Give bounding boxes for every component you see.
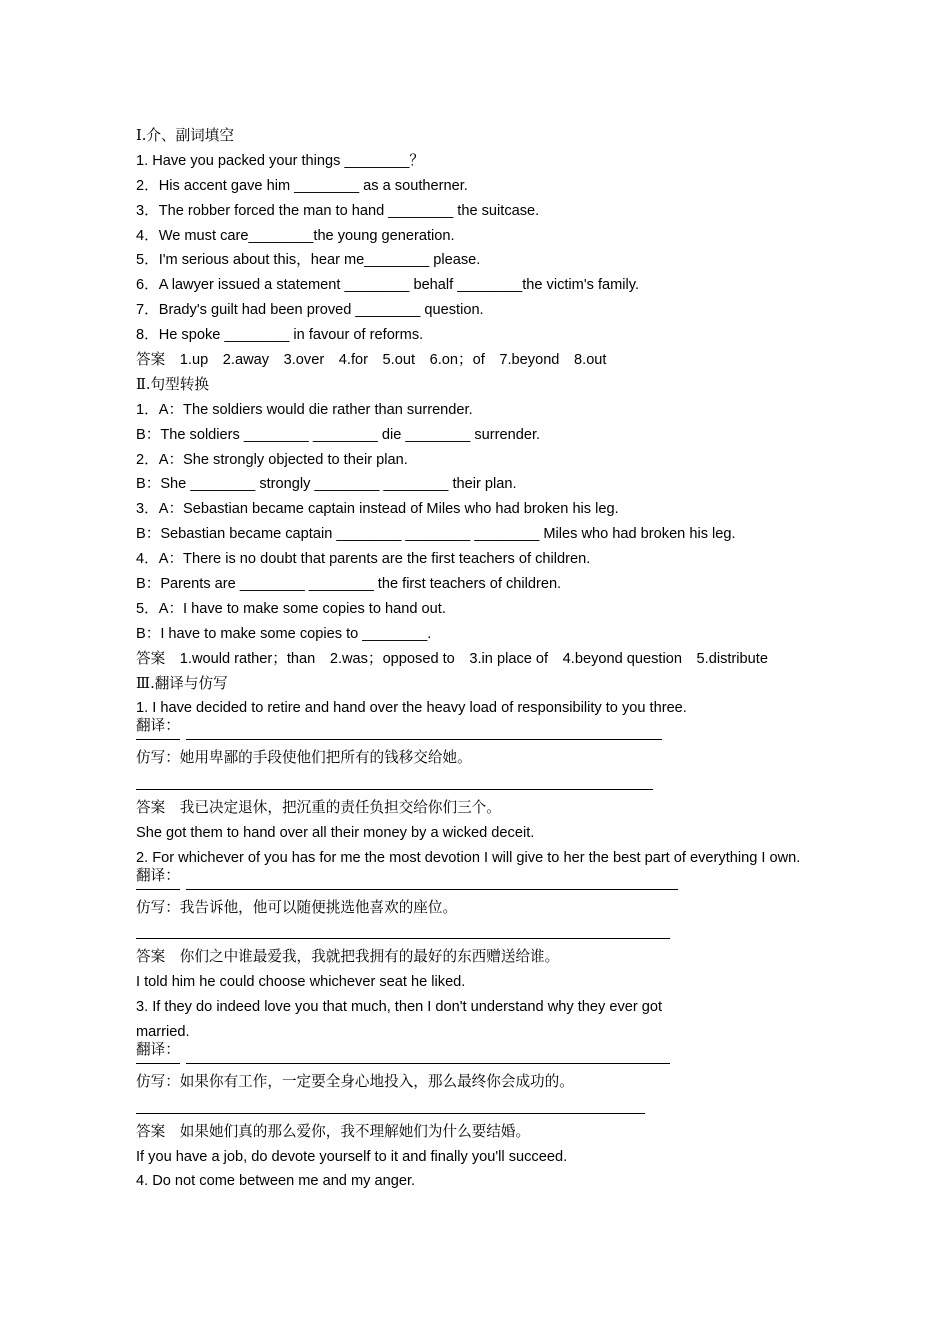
answer-underline xyxy=(136,938,670,939)
answer-line: She got them to hand over all their money by a wicked deceit. xyxy=(136,824,535,841)
translation-label: 翻译： xyxy=(136,714,180,740)
exercise-item: B：She ________ strongly ________ ________ their plan. xyxy=(136,476,517,493)
translation-blank xyxy=(136,1040,826,1070)
exercise-item: 4．A：There is no doubt that parents are the first teachers of children. xyxy=(136,551,591,568)
section-heading-1: Ⅰ.介、副词填空 xyxy=(136,127,234,144)
exercise-item: 5．I'm serious about this，hear me________ please. xyxy=(136,252,481,269)
exercise-item: 1．A：The soldiers would die rather than surrender. xyxy=(136,401,473,418)
answer-line: If you have a job, do devote yourself to it and finally you'll succeed. xyxy=(136,1148,568,1165)
exercise-item: 7．Brady's guilt had been proved ________ question. xyxy=(136,302,484,319)
exercise-item: B：The soldiers ________ ________ die ________ surrender. xyxy=(136,426,541,443)
imitation-prompt: 仿写：我告诉他，他可以随便挑选他喜欢的座位。 xyxy=(136,898,458,916)
exercise-item: 2．A：She strongly objected to their plan. xyxy=(136,451,408,468)
answer-line: 答案 你们之中谁最爱我，我就把我拥有的最好的东西赠送给谁。 xyxy=(136,948,560,966)
translation-label: 翻译： xyxy=(136,1038,180,1064)
exercise-item: 3．The robber forced the man to hand ________ the suitcase. xyxy=(136,202,540,219)
document-page xyxy=(136,124,826,1194)
answer-underline xyxy=(186,739,662,740)
answer-underline xyxy=(136,1113,645,1114)
exercise-item: B：I have to make some copies to ________. xyxy=(136,625,432,642)
answer-underline xyxy=(186,889,678,890)
imitation-prompt: 仿写：她用卑鄙的手段使他们把所有的钱移交给她。 xyxy=(136,749,472,767)
exercise-item: B：Sebastian became captain ________ ________ ________ Miles who had broken his leg. xyxy=(136,526,736,543)
exercise-item: 5．A：I have to make some copies to hand out. xyxy=(136,600,446,617)
imitation-blank xyxy=(136,771,826,796)
answer-line: 答案 如果她们真的那么爱你，我不理解她们为什么要结婚。 xyxy=(136,1122,531,1140)
answer-underline xyxy=(186,1063,670,1064)
exercise-item: 3．A：Sebastian became captain instead of Miles who had broken his leg. xyxy=(136,501,619,518)
translation-label: 翻译： xyxy=(136,864,180,890)
answer-line: 答案 我已决定退休，把沉重的责任负担交给你们三个。 xyxy=(136,799,501,817)
exercise-item: 8．He spoke ________ in favour of reforms. xyxy=(136,327,424,344)
section-heading-3: Ⅲ.翻译与仿写 xyxy=(136,674,228,692)
translation-blank xyxy=(136,717,826,746)
translation-sentence: 4. Do not come between me and my anger. xyxy=(136,1173,416,1190)
translation-sentence-cont: married. xyxy=(136,1024,190,1041)
exercise-item: 6．A lawyer issued a statement ________ behalf ________the victim's family. xyxy=(136,277,640,294)
answer-underline xyxy=(136,789,653,790)
exercise-item: 1. Have you packed your things ________？ xyxy=(136,152,425,169)
answer-line: I told him he could choose whichever seat he liked. xyxy=(136,974,466,991)
answer-line: 答案 1.up 2.away 3.over 4.for 5.out 6.on；of 7.beyond 8.out xyxy=(136,352,607,369)
section-heading-2: Ⅱ.句型转换 xyxy=(136,375,209,393)
exercise-item: B：Parents are ________ ________ the first teachers of children. xyxy=(136,576,562,593)
translation-sentence: 3. If they do indeed love you that much, then I don't understand why they ever got xyxy=(136,999,663,1016)
translation-blank xyxy=(136,866,826,896)
answer-line: 答案 1.would rather；than 2.was；opposed to 3.in place of 4.beyond question 5.distribute xyxy=(136,650,768,667)
exercise-item: 4．We must care________the young generation. xyxy=(136,227,455,244)
exercise-item: 2．His accent gave him ________ as a southerner. xyxy=(136,177,468,194)
imitation-blank xyxy=(136,1095,826,1120)
imitation-prompt: 仿写：如果你有工作，一定要全身心地投入，那么最终你会成功的。 xyxy=(136,1072,574,1090)
imitation-blank xyxy=(136,921,826,946)
translation-sentence: 1. I have decided to retire and hand over the heavy load of responsibility to you three. xyxy=(136,700,687,717)
translation-sentence: 2. For whichever of you has for me the most devotion I will give to her the best part of everything I own. xyxy=(136,849,801,866)
